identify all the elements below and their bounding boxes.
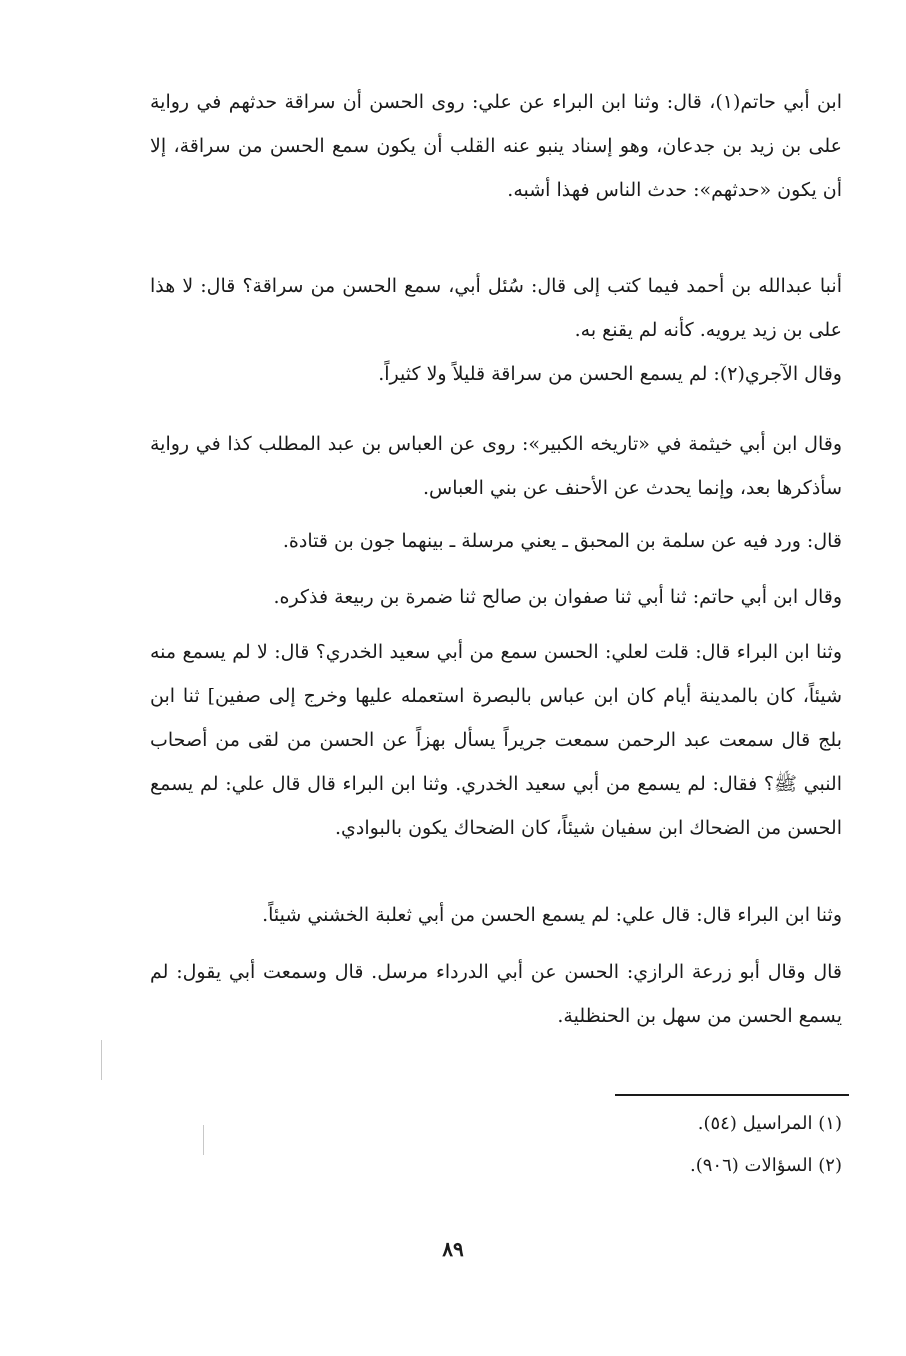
scan-artifact [101, 1040, 102, 1080]
paragraph-text: ابن أبي حاتم(١)، قال: وثنا ابن البراء عن علي: روى الحسن أن سراقة حدثهم في رواية على بن زيد بن جدعان، وهو إسناد ينبو عنه القلب أن يكون سمع الحسن من سراقة، إلا أن يكون «حدثهم»: حدث الناس فهذا أشبه. [150, 91, 842, 201]
body-paragraph [150, 575, 842, 619]
body-paragraph [150, 352, 842, 396]
paragraph-text: قال: ورد فيه عن سلمة بن المحبق ـ يعني مرسلة ـ بينهما جون بن قتادة. [282, 530, 842, 552]
paragraph-text: أنبا عبدالله بن أحمد فيما كتب إلى قال: سُئل أبي، سمع الحسن من سراقة؟ قال: لا هذا على بن زيد يرويه. كأنه لم يقنع به. [150, 275, 842, 341]
footnote: (١) المراسيل (٥٤). [697, 1113, 842, 1134]
paragraph-text: وقال ابن أبي حاتم: ثنا أبي ثنا صفوان بن صالح ثنا ضمرة بن ربيعة فذكره. [273, 586, 842, 608]
body-paragraph [150, 80, 842, 212]
paragraph-text: قال وقال أبو زرعة الرازي: الحسن عن أبي الدرداء مرسل. قال وسمعت أبي يقول: لم يسمع الحسن من سهل بن الحنظلية. [150, 961, 842, 1027]
footnote: (٢) السؤالات (٩٠٦). [689, 1155, 842, 1176]
body-paragraph [150, 950, 842, 1038]
page-number: ٨٩ [442, 1237, 464, 1261]
body-paragraph [150, 519, 842, 563]
paragraph-text: وقال الآجري(٢): لم يسمع الحسن من سراقة قليلاً ولا كثيراً. [378, 363, 842, 385]
footnote-separator [615, 1094, 849, 1096]
scan-artifact [203, 1125, 204, 1155]
paragraph-text: وثنا ابن البراء قال: قلت لعلي: الحسن سمع من أبي سعيد الخدري؟ قال: لا لم يسمع منه شيئاً، كان بالمدينة أيام كان ابن عباس بالبصرة استعمله عليها وخرج إلى صفين] ثنا ابن بلج قال سمعت عبد الرحمن سمعت جريراً يسأل بهزاً عن الحسن من لقى من أصحاب النبي ﷺ؟ فقال: لم يسمع من أبي سعيد الخدري. وثنا ابن البراء قال قال علي: لم يسمع الحسن من الضحاك ابن سفيان شيئاً، كان الضحاك يكون بالبوادي. [150, 641, 842, 839]
body-paragraph [150, 422, 842, 510]
body-paragraph [150, 630, 842, 850]
body-paragraph [150, 264, 842, 352]
paragraph-text: وقال ابن أبي خيثمة في «تاريخه الكبير»: روى عن العباس بن عبد المطلب كذا في رواية سأذكرها بعد، وإنما يحدث عن الأحنف عن بني العباس. [150, 433, 842, 499]
paragraph-text: وثنا ابن البراء قال: قال علي: لم يسمع الحسن من أبي ثعلبة الخشني شيئاً. [262, 904, 842, 926]
body-paragraph [150, 893, 842, 937]
